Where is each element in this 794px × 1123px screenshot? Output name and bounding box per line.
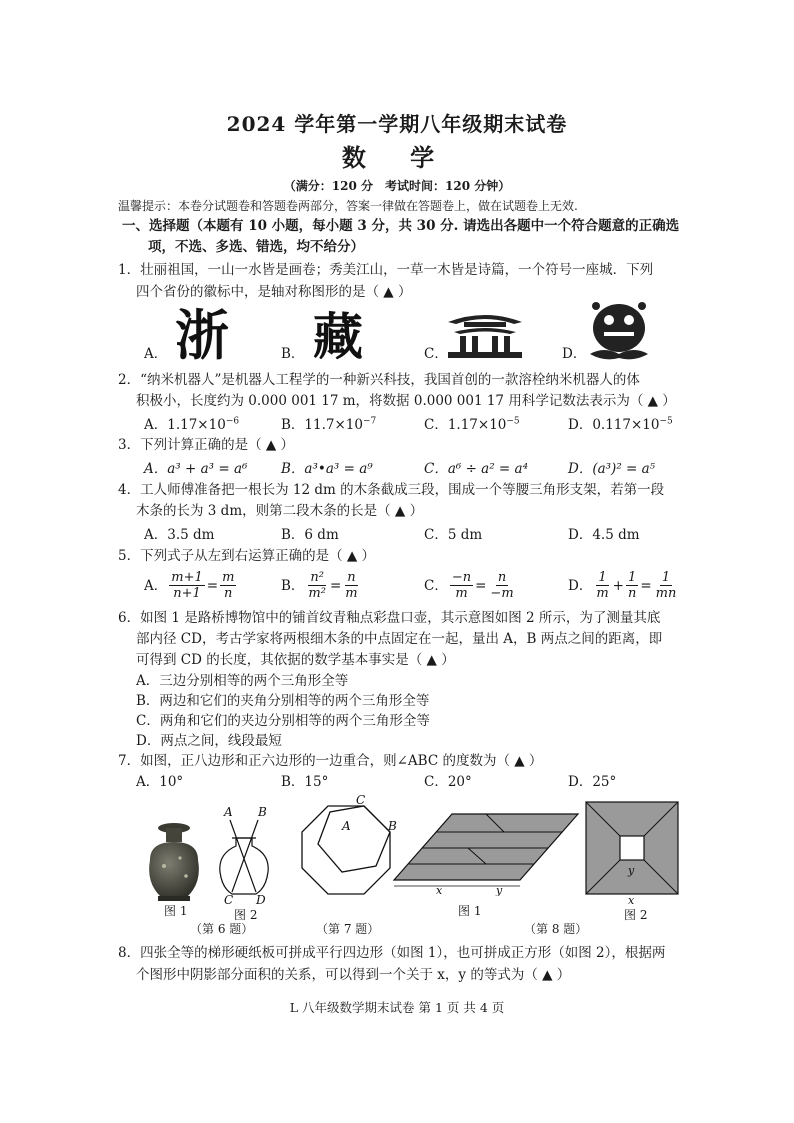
q8-fig2-label: 图 2 bbox=[624, 908, 648, 922]
q5-line1: 5．下列式子从左到右运算正确的是（ ▲ ） bbox=[118, 548, 376, 564]
parallelogram-diagram bbox=[392, 806, 582, 896]
q1-line2: 四个省份的徽标中，是轴对称图形的是（ ▲ ） bbox=[136, 284, 412, 300]
q1-option-b: B． bbox=[281, 346, 305, 362]
logo-a-text: 浙 bbox=[175, 304, 229, 362]
q2-option-d: D．$0.117\times 10^{-5}$ bbox=[568, 416, 673, 433]
q4-option-d: D．4.5 dm bbox=[568, 527, 640, 543]
q2-option-c: C．$1.17\times 10^{-5}$ bbox=[424, 416, 520, 433]
fraction: $\frac{n}{m}$ bbox=[345, 570, 358, 601]
zhejiang-logo-icon bbox=[164, 304, 240, 362]
q8-line2: 个图形中阴影部分面积的关系，可以得到一个关于 x，y 的等式为（ ▲ ） bbox=[136, 967, 571, 983]
fraction: $\frac{1}{mn}$ bbox=[655, 570, 677, 601]
svg-text:x: x bbox=[436, 884, 443, 896]
q3-option-d: D．(a³)² = a⁵ bbox=[568, 461, 656, 477]
q6-fig1-label: 图 1 bbox=[164, 904, 188, 918]
subject-title: 数 学 bbox=[341, 143, 453, 172]
q2-option-b: B．$11.7\times 10^{-7}$ bbox=[281, 416, 377, 433]
section-title-line2: 项，不选、多选、错选，均不给分） bbox=[148, 239, 364, 255]
q8-line1: 8．四张全等的梯形硬纸板可拼成平行四边形（如图 1），也可拼成正方形（如图 2），根据两 bbox=[118, 945, 666, 961]
svg-text:y: y bbox=[496, 884, 503, 896]
q6-option-b: B．两边和它们的夹角分别相等的两个三角形全等 bbox=[136, 693, 430, 709]
q7-option-d: D．25° bbox=[568, 774, 617, 790]
fraction: $\frac{1}{n}$ bbox=[627, 570, 637, 601]
q6-option-a: A．三边分别相等的两个三角形全等 bbox=[136, 673, 349, 689]
lion-logo-icon bbox=[584, 298, 654, 364]
svg-text:A: A bbox=[342, 819, 351, 833]
vase-photo bbox=[140, 820, 208, 902]
page-footer: L 八年级数学期末试卷 第 1 页 共 4 页 bbox=[289, 1000, 505, 1015]
q8-caption: （第 8 题） bbox=[524, 922, 588, 936]
q4-option-c: C．5 dm bbox=[424, 527, 483, 543]
q3-option-c: C．a⁶ ÷ a² = a⁴ bbox=[424, 461, 528, 477]
exam-tip: 温馨提示：本卷分试题卷和答题卷两部分，答案一律做在答题卷上，做在试题卷上无效. bbox=[118, 199, 578, 213]
q7-line1: 7．如图，正八边形和正六边形的一边重合，则∠ABC 的度数为（ ▲ ） bbox=[118, 753, 543, 769]
q6-caption: （第 6 题） bbox=[190, 922, 254, 936]
q8-fig1-label: 图 1 bbox=[458, 904, 482, 918]
q4-line2: 木条的长为 3 dm，则第二段木条的长是（ ▲ ） bbox=[136, 503, 424, 519]
q3-option-b: B．a³•a³ = a⁹ bbox=[281, 461, 373, 477]
octagon-hexagon-diagram bbox=[290, 794, 398, 912]
q2-line1: 2．“纳米机器人”是机器人工程学的一种新兴科技，我国首创的一款溶栓纳米机器人的体 bbox=[118, 372, 640, 388]
q1-option-c: C． bbox=[424, 346, 448, 362]
section-title-line1: 一、选择题（本题有 10 小题，每小题 3 分，共 30 分. 请选出各题中一个符合题意的正确选 bbox=[122, 218, 680, 234]
q3-option-a: A．a³ + a³ = a⁶ bbox=[144, 461, 248, 477]
q4-option-b: B．6 dm bbox=[281, 527, 339, 543]
svg-text:A: A bbox=[224, 805, 233, 819]
q3-line1: 3．下列计算正确的是（ ▲ ） bbox=[118, 437, 295, 453]
q5-option-c: C． $\frac{-n}{m}$ = $\frac{n}{-m}$ bbox=[424, 570, 514, 601]
q5-option-b: B． $\frac{\text{n²}}{\text{m²}}$ = $\frac{n}{m}$ bbox=[281, 570, 358, 601]
vase-diagram bbox=[212, 802, 276, 906]
q5-option-d: D． $\frac{1}{m}$ + $\frac{1}{n}$ = $\frac{1}{mn}$ bbox=[568, 570, 677, 601]
q6-line3: 可得到 CD 的长度，其依据的数学基本事实是（ ▲ ） bbox=[136, 652, 455, 668]
exam-meta: （满分：120 分 考试时间：120 分钟） bbox=[283, 179, 511, 193]
svg-text:x: x bbox=[628, 894, 635, 904]
q7-option-a: A．10° bbox=[136, 774, 184, 790]
q6-line1: 6．如图 1 是路桥博物馆中的铺首纹青釉点彩盘口壶，其示意图如图 2 所示，为了测量其底 bbox=[118, 610, 661, 626]
svg-text:B: B bbox=[388, 819, 397, 833]
q7-option-c: C．20° bbox=[424, 774, 472, 790]
svg-text:C: C bbox=[224, 893, 234, 906]
q2-line2: 积极小，长度约为 0.000 001 17 m，将数据 0.000 001 17 用科学记数法表示为（ ▲ ） bbox=[136, 393, 676, 409]
fraction: $\frac{-n}{m}$ bbox=[451, 570, 472, 601]
q7-option-b: B．15° bbox=[281, 774, 329, 790]
svg-text:D: D bbox=[256, 893, 266, 906]
q1-option-a: A． bbox=[144, 346, 168, 362]
q6-line2: 部内径 CD，考古学家将两根细木条的中点固定在一起，量出 A，B 两点之间的距离，即 bbox=[136, 631, 663, 647]
q2-option-a: A．$1.17\times 10^{-6}$ bbox=[144, 416, 240, 433]
fraction: $\frac{1}{m}$ bbox=[596, 570, 609, 601]
fraction: $\frac{\text{n²}}{\text{m²}}$ bbox=[308, 570, 326, 601]
q1-line1: 1．壮丽祖国，一山一水皆是画卷；秀美江山，一草一木皆是诗篇，一个符号一座城．下列 bbox=[118, 262, 654, 278]
fraction: $\frac{m}{n}$ bbox=[222, 570, 235, 601]
fraction: $\frac{n}{-m}$ bbox=[490, 570, 514, 601]
q5-option-a: A． $\frac{m+1}{n+1}$ = $\frac{m}{n}$ bbox=[144, 570, 235, 601]
svg-text:B: B bbox=[258, 805, 267, 819]
tibet-logo-icon bbox=[302, 306, 374, 362]
q6-fig2-label: 图 2 bbox=[234, 908, 258, 922]
fraction: $\frac{m+1}{n+1}$ bbox=[171, 570, 203, 601]
q4-line1: 4．工人师傅准备把一根长为 12 dm 的木条截成三段，围成一个等腰三角形支架，若第一段 bbox=[118, 482, 665, 498]
q6-option-c: C．两角和它们的夹边分别相等的两个三角形全等 bbox=[136, 713, 430, 729]
svg-text:y: y bbox=[628, 864, 635, 877]
q4-option-a: A．3.5 dm bbox=[144, 527, 215, 543]
svg-text:C: C bbox=[356, 794, 366, 807]
q7-caption: （第 7 题） bbox=[316, 922, 380, 936]
exam-title: 2024 学年第一学期八年级期末试卷 bbox=[226, 112, 568, 136]
logo-b-text: 藏 bbox=[313, 307, 363, 362]
q1-option-d: D． bbox=[562, 346, 587, 362]
q6-option-d: D．两点之间，线段最短 bbox=[136, 733, 282, 749]
square-diagram bbox=[584, 800, 682, 904]
pavilion-logo-icon bbox=[444, 304, 526, 362]
